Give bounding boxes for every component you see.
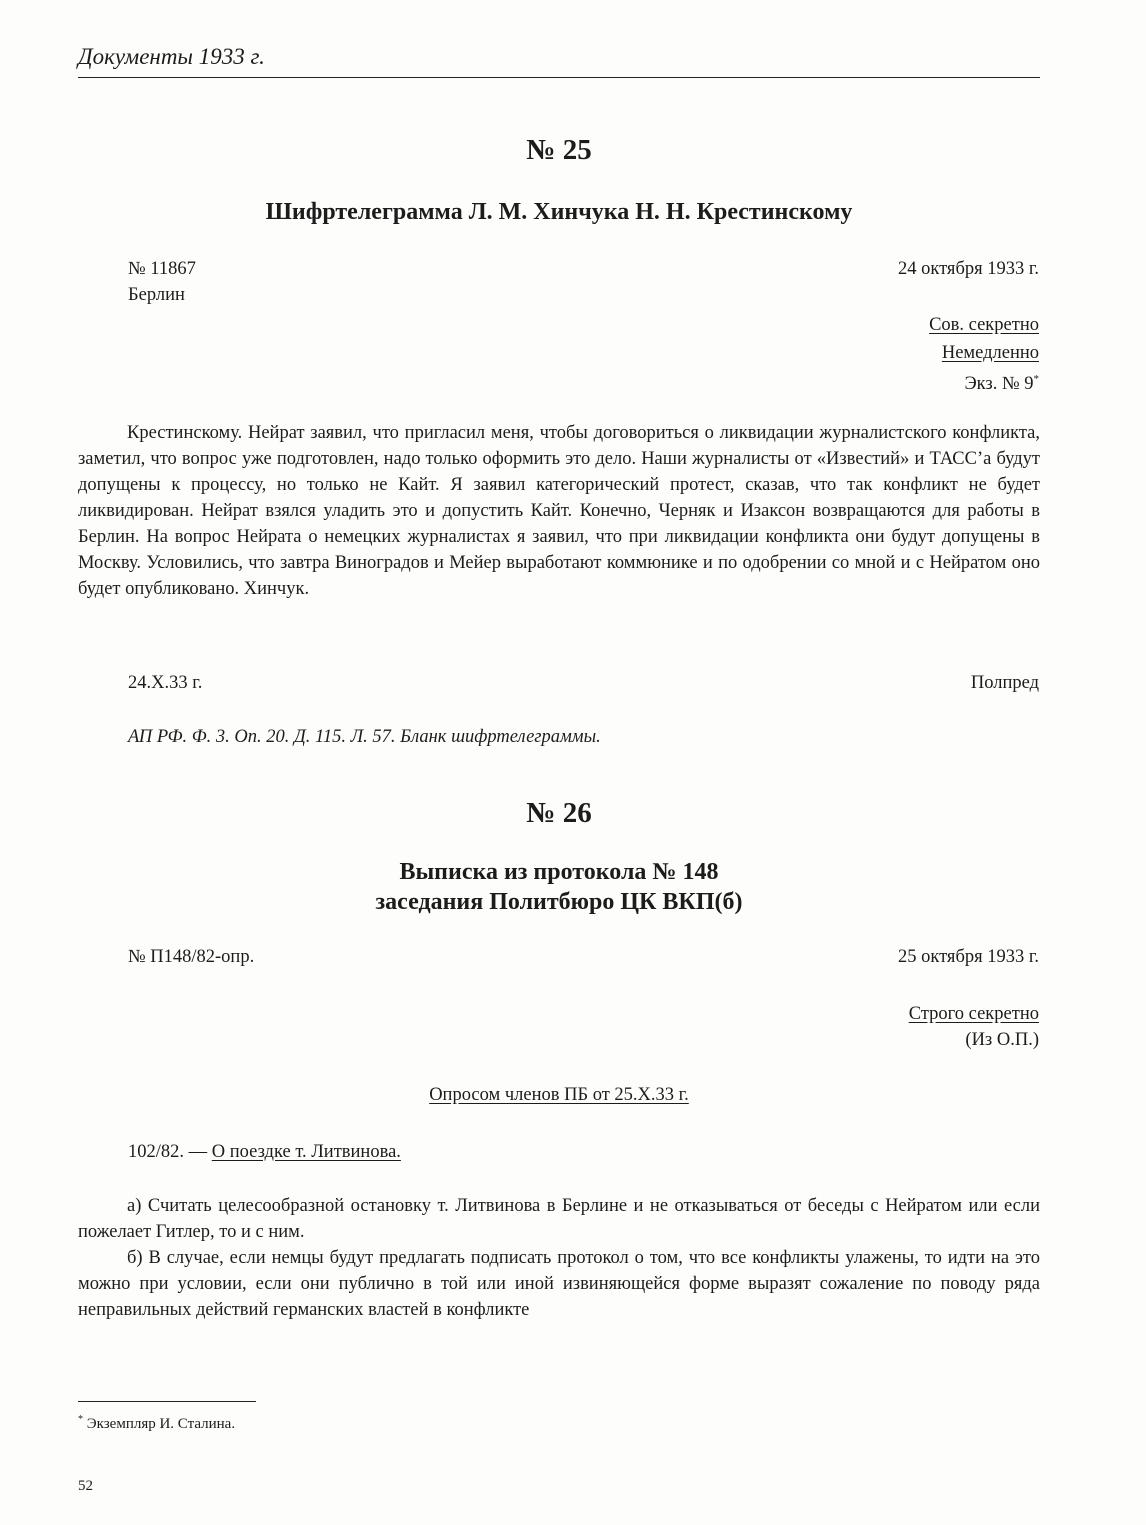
doc26-item-title: О поездке т. Литвинова. — [211, 1142, 401, 1162]
header-rule — [78, 77, 1040, 78]
doc25-body: Крестинскому. Нейрат заявил, что пригласил меня, чтобы договориться о ликвидации журналистского конфликта, заметил, что вопрос уже подготовлен, надо только оформить это дело. Наши журналисты от «Известий» и ТАСС’а будут допущены к процессу, но только не Кайт. Я заявил категорический протест, сказав, что так конфликт не будет ликвидирован. Нейрат взялся уладить это и допустить Кайт. Конечно, Черняк и Изаксон возвращаются для работы в Берлин. На вопрос Нейрата о немецких журналистах я заявил, что при ликвидации конфликта они будут допущены в Москву. Условились, что завтра Виноградов и Мейер выработают коммюнике и по одобрении со мной и с Нейратом оно будет опубликовано. Хинчук. — [78, 423, 1040, 599]
doc25-number: № 25 — [526, 134, 592, 166]
doc25-date: 24 октября 1933 г. — [897, 259, 1039, 279]
doc25-copy-footnote-mark: * — [1033, 373, 1039, 385]
doc26-item — [128, 1139, 401, 1165]
doc25-copy-no-text: Экз. № 9 — [964, 374, 1034, 395]
footnote-rule — [78, 1401, 256, 1402]
doc25-place: Берлин — [128, 285, 185, 305]
footnote-mark: * — [78, 1414, 83, 1425]
running-head: Документы 1933 г. — [78, 44, 265, 69]
doc25-title: Шифртелеграмма Л. М. Хинчука Н. Н. Крестинскому — [265, 199, 853, 225]
page-number: 52 — [78, 1478, 93, 1494]
footnote — [78, 1414, 235, 1433]
doc26-stamp-top-secret: Строго секретно — [908, 1004, 1039, 1024]
doc25-stamp-secret: Сов. секретно — [929, 315, 1039, 335]
doc26-paragraph-b: б) В случае, если немцы будут предлагать подписать протокол о том, что все конфликты улажены, то идти на это можно при условии, если они публично в той или иной извиняющейся форме выразят сожаление по поводу ряда неправильных действий германских властей в конфликте — [78, 1248, 1040, 1320]
doc26-title-line2: заседания Политбюро ЦК ВКП(б) — [375, 889, 743, 915]
doc26-title-line1: Выписка из протокола № 148 — [399, 859, 719, 885]
doc25-sign-date: 24.X.33 г. — [128, 673, 203, 693]
doc25-stamp-urgent: Немедленно — [941, 343, 1039, 363]
doc25-copy-number — [964, 366, 1039, 397]
doc25-reg-no: № 11867 — [128, 259, 196, 279]
doc26-item-number: 102/82. — — [128, 1142, 212, 1162]
doc26-paragraph-a: а) Считать целесообразной остановку т. Литвинова в Берлине и не отказываться от беседы с Нейратом или если пожелает Гитлер, то и с ним. — [78, 1196, 1040, 1242]
doc26-reg-no: № П148/82-опр. — [128, 947, 255, 967]
footnote-text: Экземпляр И. Сталина. — [83, 1416, 236, 1432]
doc26-stamp-source: (Из О.П.) — [965, 1030, 1039, 1050]
doc25-archive-source: АП РФ. Ф. 3. Оп. 20. Д. 115. Л. 57. Бланк шифртелеграммы. — [128, 727, 601, 747]
doc26-number: № 26 — [526, 797, 592, 829]
doc26-poll-line — [78, 1082, 1040, 1108]
doc26-poll-text: Опросом членов ПБ от 25.X.33 г. — [429, 1085, 689, 1105]
doc25-signature: Полпред — [970, 673, 1039, 693]
doc26-date: 25 октября 1933 г. — [897, 947, 1039, 967]
